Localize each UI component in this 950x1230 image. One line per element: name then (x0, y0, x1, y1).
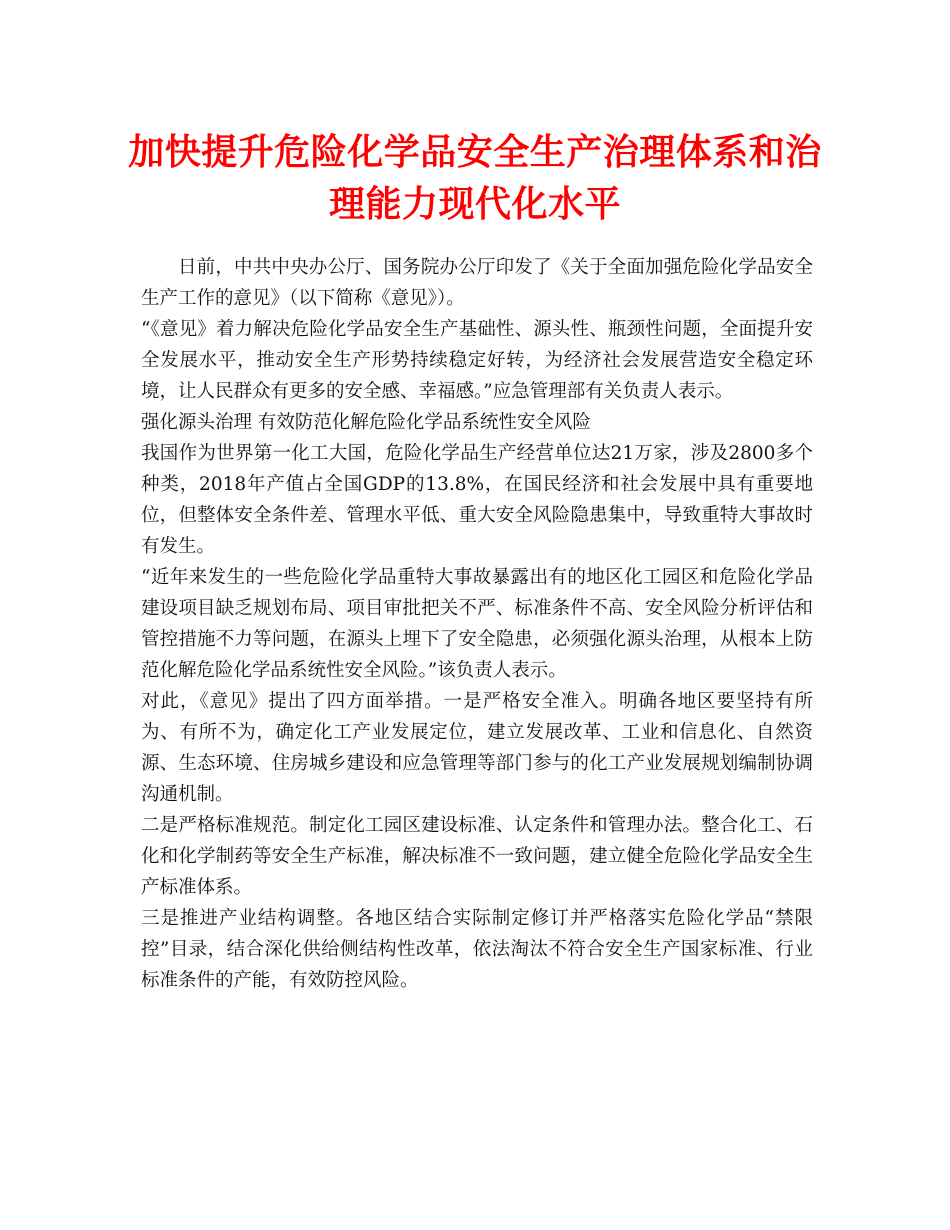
paragraph-measure-2: 二是严格标准规范。制定化工园区建设标准、认定条件和管理办法。整合化工、石化和化学制药等安全生产标准，解决标准不一致问题，建立健全危险化学品安全生产标准体系。 (141, 815, 813, 898)
title-line-2: 理能力现代化水平 (328, 183, 621, 225)
paragraph-quote-official: “《意见》着力解决危险化学品安全生产基础性、源头性、瓶颈性问题，全面提升安全发展水平，推动安全生产形势持续稳定好转，为经济社会发展营造安全稳定环境，让人民群众有更多的安全感、幸福感。”应急管理部有关负责人表示。 (141, 319, 813, 402)
article-body (141, 252, 813, 996)
paragraph-measure-3: 三是推进产业结构调整。各地区结合实际制定修订并严格落实危险化学品“禁限控”目录，结合深化供给侧结构性改革，依法淘汰不符合安全生产国家标准、行业标准条件的产能，有效防控风险。 (141, 908, 813, 991)
title-line-1: 加快提升危险化学品安全生产治理体系和治 (128, 131, 822, 173)
paragraph-background: 我国作为世界第一化工大国，危险化学品生产经营单位达21万家，涉及2800多个种类，2018年产值占全国GDP的13.8%，在国民经济和社会发展中具有重要地位，但整体安全条件差、管理水平低、重大安全风险隐患集中，导致重特大事故时有发生。 (141, 443, 813, 557)
paragraph-quote-problems: “近年来发生的一些危险化学品重特大事故暴露出有的地区化工园区和危险化学品建设项目缺乏规划布局、项目审批把关不严、标准条件不高、安全风险分析评估和管控措施不力等问题，在源头上埋下了安全隐患，必须强化源头治理，从根本上防范化解危险化学品系统性安全风险。”该负责人表示。 (141, 567, 813, 681)
paragraph-measure-1: 对此，《意见》提出了四方面举措。一是严格安全准入。明确各地区要坚持有所为、有所不为，确定化工产业发展定位，建立发展改革、工业和信息化、自然资源、生态环境、住房城乡建设和应急管理等部门参与的化工产业发展规划编制协调沟通机制。 (141, 691, 813, 805)
section-heading: 强化源头治理 有效防范化解危险化学品系统性安全风险 (141, 412, 591, 433)
paragraph-intro: 日前，中共中央办公厅、国务院办公厅印发了《关于全面加强危险化学品安全生产工作的意见》（以下简称《意见》）。 (141, 257, 813, 309)
page-title (100, 126, 850, 230)
